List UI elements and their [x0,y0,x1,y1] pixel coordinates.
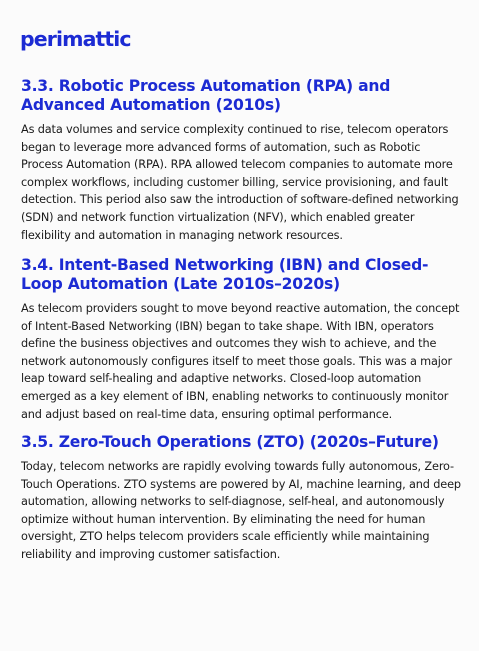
section-body: As telecom providers sought to move beyond reactive automation, the concept of Intent-Based Networking (IBN) began to take shape. With IBN, operators define the business objectives and outcomes they wish to achieve, and the network autonomously configures itself to meet those goals. This was a major leap toward self-healing and adaptive networks. Closed-loop automation emerged as a key element of IBN, enabling networks to continuously monitor and adjust based on real-time data, ensuring optimal performance. [21,302,460,421]
section-heading: 3.4. Intent-Based Networking (IBN) and Closed-Loop Automation (Late 2010s–2020s) [21,256,429,293]
section-body: Today, telecom networks are rapidly evolving towards fully autonomous, Zero-Touch Operations. ZTO systems are powered by AI, machine learning, and deep automation, allowing networks to self-diagnose, self-heal, and autonomously optimize without human intervention. By eliminating the need for human oversight, ZTO helps telecom providers scale efficiently while maintaining reliability and improving customer satisfaction. [21,460,461,561]
section-body: As data volumes and service complexity continued to rise, telecom operators began to leverage more advanced forms of automation, such as Robotic Process Automation (RPA). RPA allowed telecom companies to automate more complex workflows, including customer billing, service provisioning, and fault detection. This period also saw the introduction of software-defined networking (SDN) and network function virtualization (NFV), which enabled greater flexibility and automation in managing network resources. [21,123,459,242]
section-heading: 3.3. Robotic Process Automation (RPA) and Advanced Automation (2010s) [21,77,391,114]
section-zto [21,433,461,564]
section-ibn [21,256,461,423]
section-heading: 3.5. Zero-Touch Operations (ZTO) (2020s–Future) [21,433,439,451]
section-rpa [21,77,461,244]
brand-logo: perimattic [20,27,131,51]
